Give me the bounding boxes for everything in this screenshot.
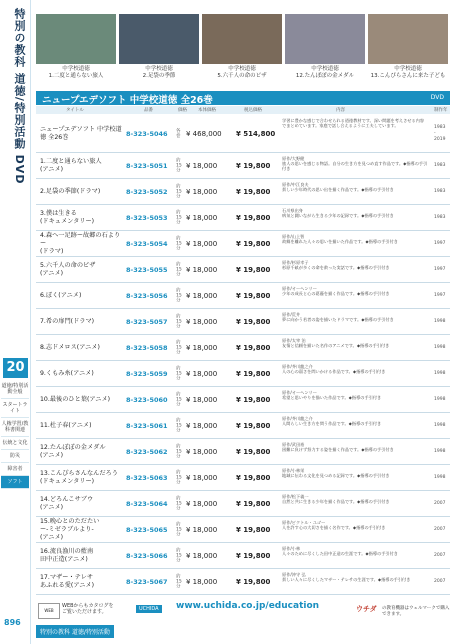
brand-logo: ウチダ: [356, 605, 377, 613]
category-item[interactable]: スタートライト: [1, 399, 29, 418]
product-code[interactable]: 8-323-5064: [126, 499, 168, 508]
category-item[interactable]: 人権学習/教科書関連: [1, 418, 29, 437]
brand-note: の教育機器はウェルマークで購入できます。: [382, 606, 450, 617]
product-code[interactable]: 8-323-5054: [126, 239, 168, 248]
section-number: 20: [3, 358, 28, 378]
tax-price: ¥ 19,800: [236, 265, 271, 274]
base-price: ¥ 18,000: [186, 161, 218, 170]
production-year: 2007: [434, 500, 446, 506]
category-item-active[interactable]: ソフト: [1, 476, 29, 489]
row-title: ニュープエデソフト 中学校道徳 全26巻: [40, 125, 122, 141]
category-item[interactable]: 障害者: [1, 463, 29, 476]
production-year: 1998: [434, 370, 446, 376]
page-number: 896: [4, 618, 21, 627]
table-row: [36, 335, 450, 361]
table-row: [36, 283, 450, 309]
product-code[interactable]: 8-323-5061: [126, 421, 168, 430]
product-code[interactable]: 8-323-5067: [126, 577, 168, 586]
product-table: [36, 115, 450, 595]
category-list: [1, 380, 29, 489]
product-code[interactable]: 8-323-5053: [126, 213, 168, 222]
duration-note: 約15分: [176, 392, 182, 407]
thumbnail-image: [285, 14, 365, 64]
duration-note: 約15分: [176, 470, 182, 485]
row-title: 17.マザー・テレサ あふれる愛(アニメ): [40, 573, 95, 589]
column-header: 制作年: [434, 108, 448, 113]
tax-price: ¥ 19,800: [236, 291, 271, 300]
row-description: 原作/オーヘンリー 少年の成長と心の葛藤を描く作品です。◆指導の手引付き: [282, 286, 390, 297]
thumbnail: [285, 14, 365, 79]
row-title: 12.たんぽぽの金メダル (アニメ): [40, 443, 106, 459]
duration-note: 約15分: [176, 262, 182, 277]
thumbnail-caption: 中学校道徳 12.たんぽぽの金メダル: [295, 66, 355, 79]
table-row: [36, 179, 450, 205]
tax-price: ¥ 19,800: [236, 525, 271, 534]
table-row: [36, 439, 450, 465]
row-description: 原作/ビクトル・ユゴー 人を許す心の大切さを描く名作です。◆指導の手引付き: [282, 520, 386, 531]
table-row: [36, 115, 450, 153]
dvd-badge: DVD: [430, 94, 444, 101]
thumbnail-caption: 中学校道徳 2.足袋の季節: [142, 66, 176, 79]
row-title: 8.志ドメロス(アニメ): [40, 343, 100, 351]
base-price: ¥ 18,000: [186, 525, 218, 534]
row-title: 14.どろんこサブウ (アニメ): [40, 495, 94, 511]
table-row: [36, 491, 450, 517]
thumbnail-caption: 中学校道徳 5.六千人の命のビザ: [217, 66, 267, 79]
row-description: 原作/太宰 治 友情と信頼を描いた名作のアニメです。◆指導の手引付き: [282, 338, 390, 349]
row-title: 16.流良漁川の藍南 田中正造(アニメ): [40, 547, 94, 563]
column-header: タイトル: [66, 108, 84, 113]
base-price: ¥ 18,000: [186, 551, 218, 560]
base-price: ¥ 18,000: [186, 473, 218, 482]
production-year: 1997: [434, 240, 446, 246]
row-title: 15.晩心とのただたい ー-ミゼラブルより- (アニメ): [40, 517, 100, 541]
table-row: [36, 465, 450, 491]
table-row: [36, 413, 450, 439]
duration-note: 約15分: [176, 522, 182, 537]
base-price: ¥ 18,000: [186, 499, 218, 508]
category-item[interactable]: 防災: [1, 450, 29, 463]
production-year: 1983: [434, 162, 446, 168]
sidebar: [0, 0, 31, 644]
product-code[interactable]: 8-323-5058: [126, 343, 168, 352]
base-price: ¥ 18,000: [186, 187, 218, 196]
base-price: ¥ 18,000: [186, 369, 218, 378]
row-title: 3.僕は生きる (ドキュメンタリー): [40, 209, 95, 225]
tax-price: ¥ 19,800: [236, 499, 271, 508]
duration-note: 約15分: [176, 444, 182, 459]
thumbnail-image: [202, 14, 282, 64]
thumbnail: [368, 14, 448, 79]
tax-price: ¥ 19,800: [236, 421, 271, 430]
duration-note: 約15分: [176, 314, 182, 329]
tax-price: ¥ 514,800: [236, 129, 276, 138]
product-code[interactable]: 8-323-5059: [126, 369, 168, 378]
production-year: 1998: [434, 318, 446, 324]
tax-price: ¥ 19,800: [236, 369, 271, 378]
row-title: 4.森へ一足跡ー故郷の石よりー (ドラマ): [40, 231, 121, 255]
column-header: 価格: [178, 108, 187, 113]
row-title: 13.こんぴらさんなんだろう (ドキュメンタリー): [40, 469, 118, 485]
row-description: 原作/山上智 故郷を離れた人々の思いを描いた作品です。◆指導の手引付き: [282, 234, 398, 245]
row-description: 原作/沖守 弘 貧しい人々に尽くしたマザー・テレサの生涯です。◆指導の手引付き: [282, 572, 411, 583]
duration-note: 約15分: [176, 418, 182, 433]
row-title: 1.二度と通らない旅人 (アニメ): [40, 157, 102, 173]
table-row: [36, 387, 450, 413]
row-title: 2.足袋の季節(ドラマ): [40, 187, 101, 195]
production-year: 1983: [434, 188, 446, 194]
product-code[interactable]: 8-323-5062: [126, 447, 168, 456]
base-price: ¥ 18,000: [186, 317, 218, 326]
product-code[interactable]: 8-323-5066: [126, 551, 168, 560]
product-code[interactable]: 8-323-5046: [126, 129, 168, 138]
duration-note: 約15分: [176, 236, 182, 251]
duration-note: 約15分: [176, 574, 182, 589]
duration-note: 約15分: [176, 340, 182, 355]
table-row: [36, 257, 450, 283]
product-code[interactable]: 8-323-5065: [126, 525, 168, 534]
company-logo: UCHIDA: [136, 605, 162, 613]
table-row: [36, 569, 450, 595]
base-price: ¥ 18,000: [186, 213, 218, 222]
product-code[interactable]: 8-323-5063: [126, 473, 168, 482]
footer-note: WEBからもカタログを ご覧いただけます。: [62, 603, 114, 615]
row-title: 10.最後のひと葉(アニメ): [40, 395, 111, 403]
breadcrumb: 特別の教科 道徳/特別活動: [36, 625, 114, 638]
row-title: 5.六千人の命のビザ (アニメ): [40, 261, 96, 277]
thumbnail-image: [36, 14, 116, 64]
column-header: 品番: [144, 108, 153, 113]
table-row: [36, 309, 450, 335]
table-row: [36, 517, 450, 543]
base-price: ¥ 18,000: [186, 239, 218, 248]
product-code[interactable]: 8-323-5056: [126, 291, 168, 300]
column-header: 内容: [336, 108, 345, 113]
table-row: [36, 231, 450, 257]
thumbnail-image: [368, 14, 448, 64]
row-description: 原作/芥川龍之介 人間らしい生き方を問う作品です。◆指導の手引付き: [282, 416, 382, 427]
production-year: 2007: [434, 578, 446, 584]
thumbnail-image: [119, 14, 199, 64]
row-description: 原作/小林栄 地域に伝わる文化を見つめる記録です。◆指導の手引付き: [282, 468, 390, 479]
row-title: 6.ぼく(アニメ): [40, 291, 82, 299]
side-title: 特別の教科 道徳/特別活動 DVD: [13, 8, 26, 185]
base-price: ¥ 18,000: [186, 447, 218, 456]
row-description: 原作/松下義一 自然と共に生きる少年を描く作品です。◆指導の手引付き: [282, 494, 390, 505]
production-year: 2007: [434, 552, 446, 558]
thumbnail: [36, 14, 116, 79]
production-year: 1998: [434, 422, 446, 428]
product-code[interactable]: 8-323-5055: [126, 265, 168, 274]
row-title: 11.杜子春(アニメ): [40, 421, 92, 429]
product-code[interactable]: 8-323-5057: [126, 317, 168, 326]
row-description: 原作/杉原幸子 杉原千畝が多くの命を救った実話です。◆指導の手引付き: [282, 260, 390, 271]
duration-note: 約15分: [176, 184, 182, 199]
footer: [36, 597, 450, 637]
duration-note: 約15分: [176, 288, 182, 303]
tax-price: ¥ 19,800: [236, 187, 271, 196]
category-item[interactable]: 伝統と文化: [1, 437, 29, 450]
product-code[interactable]: 8-323-5060: [126, 395, 168, 404]
row-title: 9.くもみ糸(アニメ): [40, 369, 94, 377]
duration-note: 約15分: [176, 496, 182, 511]
duration-note: 各巻: [176, 128, 181, 139]
table-row: [36, 205, 450, 231]
production-year: 1998: [434, 396, 446, 402]
tax-price: ¥ 19,800: [236, 447, 271, 456]
production-year: 1998: [434, 344, 446, 350]
product-code[interactable]: 8-323-5052: [126, 187, 168, 196]
row-description: 原作/荒井 夢に向かう若者の姿を描いたドラマです。◆指導の手引付き: [282, 312, 394, 323]
table-row: [36, 361, 450, 387]
base-price: ¥ 18,000: [186, 343, 218, 352]
row-description: 原作/小林 人々のために尽くした田中正造の生涯です。◆指導の手引付き: [282, 546, 398, 557]
column-headers: [36, 106, 450, 114]
row-description: 学習に豊かな感じで合わせられる道徳教材です。深い問題を考えさせる内容でまとめています。家庭で話し合えるように工夫しています。: [282, 118, 425, 129]
web-badge: WEB: [38, 603, 60, 619]
thumbnail: [202, 14, 282, 79]
row-description: 原作/大野健 旅人の思いを感じる物語。自分の生き方を見つめ直す作品です。◆指導の手引付き: [282, 156, 428, 172]
duration-note: 約15分: [176, 210, 182, 225]
tax-price: ¥ 19,800: [236, 395, 271, 404]
production-year: 1997: [434, 292, 446, 298]
base-price: ¥ 468,000: [186, 129, 222, 138]
base-price: ¥ 18,000: [186, 577, 218, 586]
column-header: 税込価格: [244, 108, 262, 113]
tax-price: ¥ 19,800: [236, 239, 271, 248]
thumbnail-caption: 中学校道徳 1.二度と通らない旅人: [48, 66, 104, 79]
base-price: ¥ 18,000: [186, 265, 218, 274]
production-year: 1997: [434, 266, 446, 272]
row-description: 原作/芥川龍之介 人の心の弱さを問いかける作品です。◆指導の手引付き: [282, 364, 386, 375]
table-row: [36, 543, 450, 569]
production-year: 1998: [434, 474, 446, 480]
product-title: ニュープエデソフト 中学校道徳 全26巻: [42, 95, 213, 106]
thumbnail: [119, 14, 199, 79]
product-code[interactable]: 8-323-5051: [126, 161, 168, 170]
base-price: ¥ 18,000: [186, 421, 218, 430]
duration-note: 約15分: [176, 548, 182, 563]
tax-price: ¥ 19,800: [236, 577, 271, 586]
column-header: 本体価格: [198, 108, 216, 113]
thumbnail-caption: 中学校道徳 13.こんぴらさんに来た子ども: [370, 66, 446, 79]
base-price: ¥ 18,000: [186, 395, 218, 404]
row-description: 石川県出身 病気と闘いながら生きる少年の記録です。◆指導の手引付き: [282, 208, 394, 219]
tax-price: ¥ 19,800: [236, 213, 271, 222]
row-description: 原作/オーヘンリー 希望と思いやりを描いた作品です。◆指導の手引付き: [282, 390, 382, 401]
base-price: ¥ 18,000: [186, 291, 218, 300]
website-link[interactable]: www.uchida.co.jp/education: [176, 601, 320, 611]
row-description: 原作/武田裕 困難に負けず努力する姿を描く作品です。◆指導の手引付き: [282, 442, 394, 453]
product-header: [36, 91, 450, 105]
tax-price: ¥ 19,800: [236, 317, 271, 326]
production-year: 1983: [434, 214, 446, 220]
thumbnail-strip: [36, 14, 450, 86]
table-row: [36, 153, 450, 179]
duration-note: 約15分: [176, 158, 182, 173]
production-year: 1983 - 2019: [434, 124, 446, 142]
row-title: 7.希の扉門(ドラマ): [40, 317, 95, 325]
duration-note: 約15分: [176, 366, 182, 381]
tax-price: ¥ 19,800: [236, 343, 271, 352]
tax-price: ¥ 19,800: [236, 551, 271, 560]
tax-price: ¥ 19,800: [236, 161, 271, 170]
production-year: 1998: [434, 448, 446, 454]
tax-price: ¥ 19,800: [236, 473, 271, 482]
production-year: 2007: [434, 526, 446, 532]
category-item[interactable]: 道徳/特別活動全般: [1, 380, 29, 399]
row-description: 原作/中江良夫 貧しい少年時代の思い出を描く作品です。◆指導の手引付き: [282, 182, 394, 193]
